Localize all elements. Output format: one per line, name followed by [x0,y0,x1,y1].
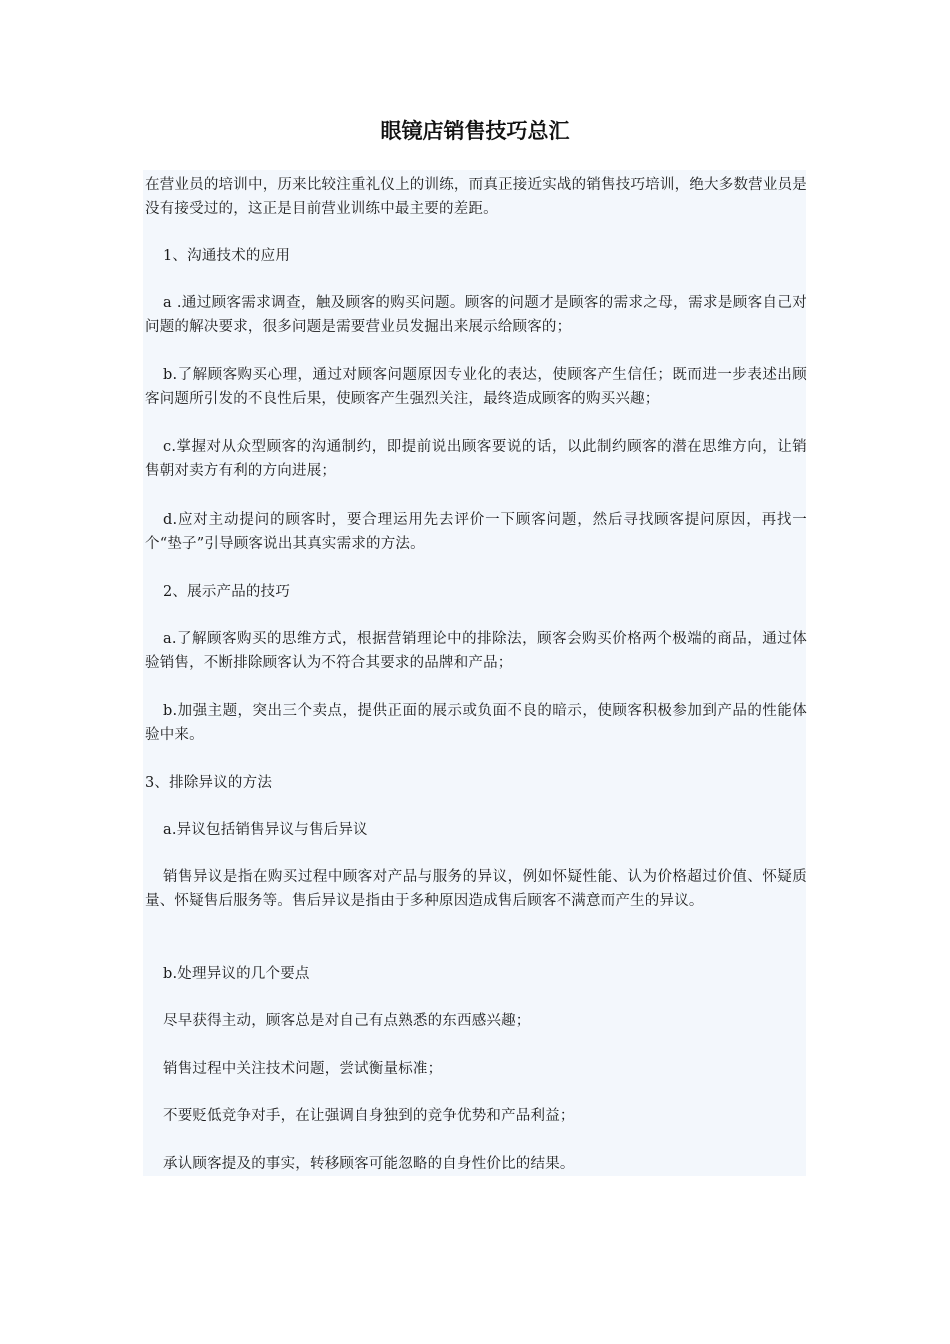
section-1-item-d: d.应对主动提问的顾客时，要合理运用先去评价一下顾客问题，然后寻找顾客提问原因，再找一个“垫子”引导顾客说出其真实需求的方法。 [145,512,807,552]
section-2-heading: 2、展示产品的技巧 [163,584,291,600]
section-3-point-3: 不要贬低竞争对手，在让强调自身独到的竞争优势和产品利益； [163,1108,575,1124]
section-3-point-4: 承认顾客提及的事实，转移顾客可能忽略的自身性价比的结果。 [163,1156,575,1172]
section-1-heading: 1、沟通技术的应用 [163,248,291,264]
intro-paragraph: 在营业员的培训中，历来比较注重礼仪上的训练，而真正接近实战的销售技巧培训，绝大多数营业员是没有接受过的，这正是目前营业训练中最主要的差距。 [145,177,807,217]
section-2-item-b: b.加强主题，突出三个卖点，提供正面的展示或负面不良的暗示，使顾客积极参加到产品的性能体验中来。 [145,703,807,743]
section-3-heading: 3、排除异议的方法 [145,775,273,791]
section-3-item-a: a.异议包括销售异议与售后异议 [163,822,368,838]
document-title: 眼镜店销售技巧总汇 [380,119,570,143]
section-1-item-c: c.掌握对从众型顾客的沟通制约，即提前说出顾客要说的话，以此制约顾客的潜在思维方向，让销售朝对卖方有利的方向进展； [145,439,807,479]
section-3-item-b: b.处理异议的几个要点 [163,966,310,982]
section-3-point-2: 销售过程中关注技术问题，尝试衡量标准； [163,1061,443,1077]
section-2-item-a: a.了解顾客购买的思维方式，根据营销理论中的排除法，顾客会购买价格两个极端的商品，通过体验销售，不断排除顾客认为不符合其要求的品牌和产品； [145,631,807,671]
section-3-item-a-body: 销售异议是指在购买过程中顾客对产品与服务的异议，例如怀疑性能、认为价格超过价值、怀疑质量、怀疑售后服务等。售后异议是指由于多种原因造成售后顾客不满意而产生的异议。 [145,869,807,909]
section-1-item-a: a .通过顾客需求调查，触及顾客的购买问题。顾客的问题才是顾客的需求之母，需求是顾客自己对问题的解决要求，很多问题是需要营业员发掘出来展示给顾客的； [145,295,807,335]
section-1-item-b: b.了解顾客购买心理，通过对顾客问题原因专业化的表达，使顾客产生信任；既而进一步表述出顾客问题所引发的不良性后果，使顾客产生强烈关注，最终造成顾客的购买兴趣； [145,367,807,407]
section-3-point-1: 尽早获得主动，顾客总是对自己有点熟悉的东西感兴趣； [163,1013,531,1029]
